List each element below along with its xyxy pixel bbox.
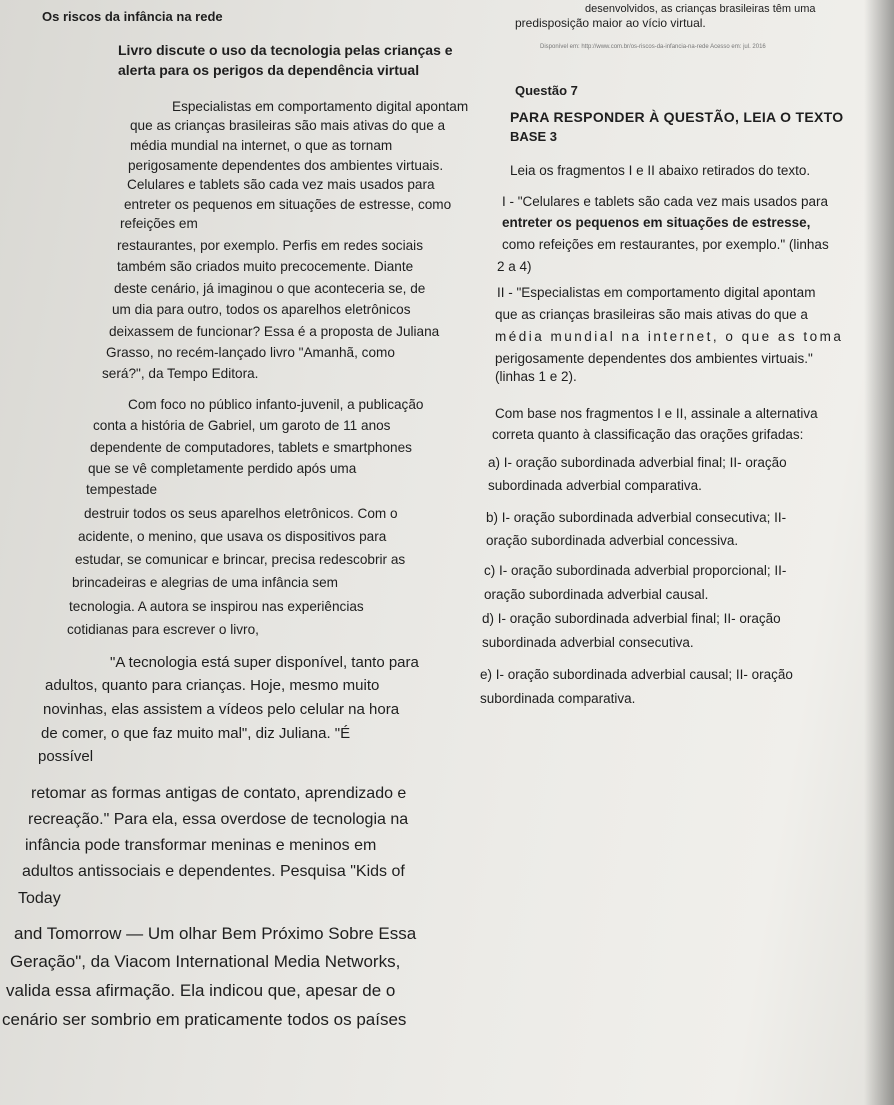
article-line: Geração", da Viacom International Media Networks, xyxy=(10,952,401,971)
article-line: Today xyxy=(18,890,61,907)
article-line: Com foco no público infanto-juvenil, a publicação xyxy=(128,397,424,412)
article-line: novinhas, elas assistem a vídeos pelo celular na hora xyxy=(43,701,400,718)
question-instruction-2: BASE 3 xyxy=(510,129,557,144)
question-line: II - "Especialistas em comportamento digital apontam xyxy=(497,285,816,300)
question-line: que as crianças brasileiras são mais ativas do que a xyxy=(495,307,808,322)
option-c-cont: oração subordinada adverbial causal. xyxy=(484,587,709,602)
article-line: deixassem de funcionar? Essa é a proposta de Juliana xyxy=(109,324,440,339)
article-line: dependente de computadores, tablets e smartphones xyxy=(90,440,412,455)
question-line: média mundial na internet, o que as toma xyxy=(495,329,844,344)
article-line: entreter os pequenos em situações de estresse, como xyxy=(124,197,452,212)
question-line: (linhas 1 e 2). xyxy=(495,369,577,384)
article-line: Celulares e tablets são cada vez mais usados para xyxy=(127,177,435,192)
question-column xyxy=(480,0,880,1105)
article-line: média mundial na internet, o que as tornam xyxy=(130,138,393,153)
article-line: Especialistas em comportamento digital apontam xyxy=(172,99,469,114)
question-instruction-1: PARA RESPONDER À QUESTÃO, LEIA O TEXTO xyxy=(510,109,844,125)
article-line: tempestade xyxy=(86,482,158,497)
question-line: entreter os pequenos em situações de estresse, xyxy=(502,215,811,230)
article-line: destruir todos os seus aparelhos eletrônicos. Com o xyxy=(84,506,398,521)
article-line: deste cenário, já imaginou o que aconteceria se, de xyxy=(114,281,426,296)
article-line: acidente, o menino, que usava os dispositivos para xyxy=(78,529,387,544)
article-subtitle-2: alerta para os perigos da dependência virtual xyxy=(118,62,420,78)
article-line: refeições em xyxy=(120,216,198,231)
question-line: como refeições em restaurantes, por exemplo." (linhas xyxy=(502,237,829,252)
question-line: Com base nos fragmentos I e II, assinale a alternativa xyxy=(495,406,818,421)
article-line: "A tecnologia está super disponível, tanto para xyxy=(110,654,419,671)
article-line: que se vê completamente perdido após uma xyxy=(88,461,357,476)
article-line: também são criados muito precocemente. Diante xyxy=(117,259,414,274)
article-line: um dia para outro, todos os aparelhos eletrônicos xyxy=(112,302,411,317)
article-line: adultos antissociais e dependentes. Pesquisa "Kids of xyxy=(22,863,405,880)
option-e-cont: subordinada comparativa. xyxy=(480,691,636,706)
article-line: and Tomorrow — Um olhar Bem Próximo Sobre Essa xyxy=(14,924,417,943)
article-line: possível xyxy=(38,748,94,765)
option-b-cont: oração subordinada adverbial concessiva. xyxy=(486,533,739,548)
article-line: adultos, quanto para crianças. Hoje, mesmo muito xyxy=(45,677,380,694)
article-line: que as crianças brasileiras são mais ativas do que a xyxy=(130,118,446,133)
option-a[interactable]: a) I- oração subordinada adverbial final; II- oração xyxy=(488,455,787,470)
question-line: 2 a 4) xyxy=(497,259,532,274)
article-line: estudar, se comunicar e brincar, precisa redescobrir as xyxy=(75,552,406,567)
article-continuation-2: predisposição maior ao vício virtual. xyxy=(515,16,706,30)
article-line: cenário ser sombrio em praticamente todos os países xyxy=(2,1010,407,1029)
article-line: retomar as formas antigas de contato, aprendizado e xyxy=(31,785,407,802)
article-line: de comer, o que faz muito mal", diz Juliana. "É xyxy=(41,725,351,742)
article-line: tecnologia. A autora se inspirou nas experiências xyxy=(69,599,364,614)
option-a-cont: subordinada adverbial comparativa. xyxy=(488,478,702,493)
article-line: conta a história de Gabriel, um garoto de 11 anos xyxy=(93,418,391,433)
article-title: Os riscos da infância na rede xyxy=(42,9,223,24)
option-d[interactable]: d) I- oração subordinada adverbial final; II- oração xyxy=(482,611,781,626)
option-d-cont: subordinada adverbial consecutiva. xyxy=(482,635,694,650)
article-line: recreação." Para ela, essa overdose de tecnologia na xyxy=(28,811,409,828)
article-continuation-1: desenvolvidos, as crianças brasileiras têm uma xyxy=(585,3,816,15)
article-line: cotidianas para escrever o livro, xyxy=(67,622,259,637)
option-c[interactable]: c) I- oração subordinada adverbial proporcional; II- xyxy=(484,563,787,578)
page-edge-shadow xyxy=(864,0,894,1105)
article-line: valida essa afirmação. Ela indicou que, apesar de o xyxy=(6,981,396,1000)
question-line: correta quanto à classificação das orações grifadas: xyxy=(492,427,804,442)
source-citation: Disponível em: http://www.com.br/os-riscos-da-infancia-na-rede Acesso em: jul. 2016 xyxy=(540,44,766,50)
article-line: Grasso, no recém-lançado livro "Amanhã, como xyxy=(106,345,395,360)
article-line: brincadeiras e alegrias de uma infância sem xyxy=(72,575,338,590)
article-line: será?", da Tempo Editora. xyxy=(102,366,259,381)
option-b[interactable]: b) I- oração subordinada adverbial consecutiva; II- xyxy=(486,510,787,525)
option-e[interactable]: e) I- oração subordinada adverbial causal; II- oração xyxy=(480,667,793,682)
article-line: infância pode transformar meninas e meninos em xyxy=(25,837,377,854)
question-title: Questão 7 xyxy=(515,83,578,98)
question-line: I - "Celulares e tablets são cada vez mais usados para xyxy=(502,194,828,209)
question-line: Leia os fragmentos I e II abaixo retirados do texto. xyxy=(510,163,811,178)
article-subtitle-1: Livro discute o uso da tecnologia pelas crianças e xyxy=(118,42,453,58)
question-line: perigosamente dependentes dos ambientes virtuais." xyxy=(495,351,813,366)
article-line: perigosamente dependentes dos ambientes virtuais. xyxy=(128,158,444,173)
article-line: restaurantes, por exemplo. Perfis em redes sociais xyxy=(117,238,423,253)
